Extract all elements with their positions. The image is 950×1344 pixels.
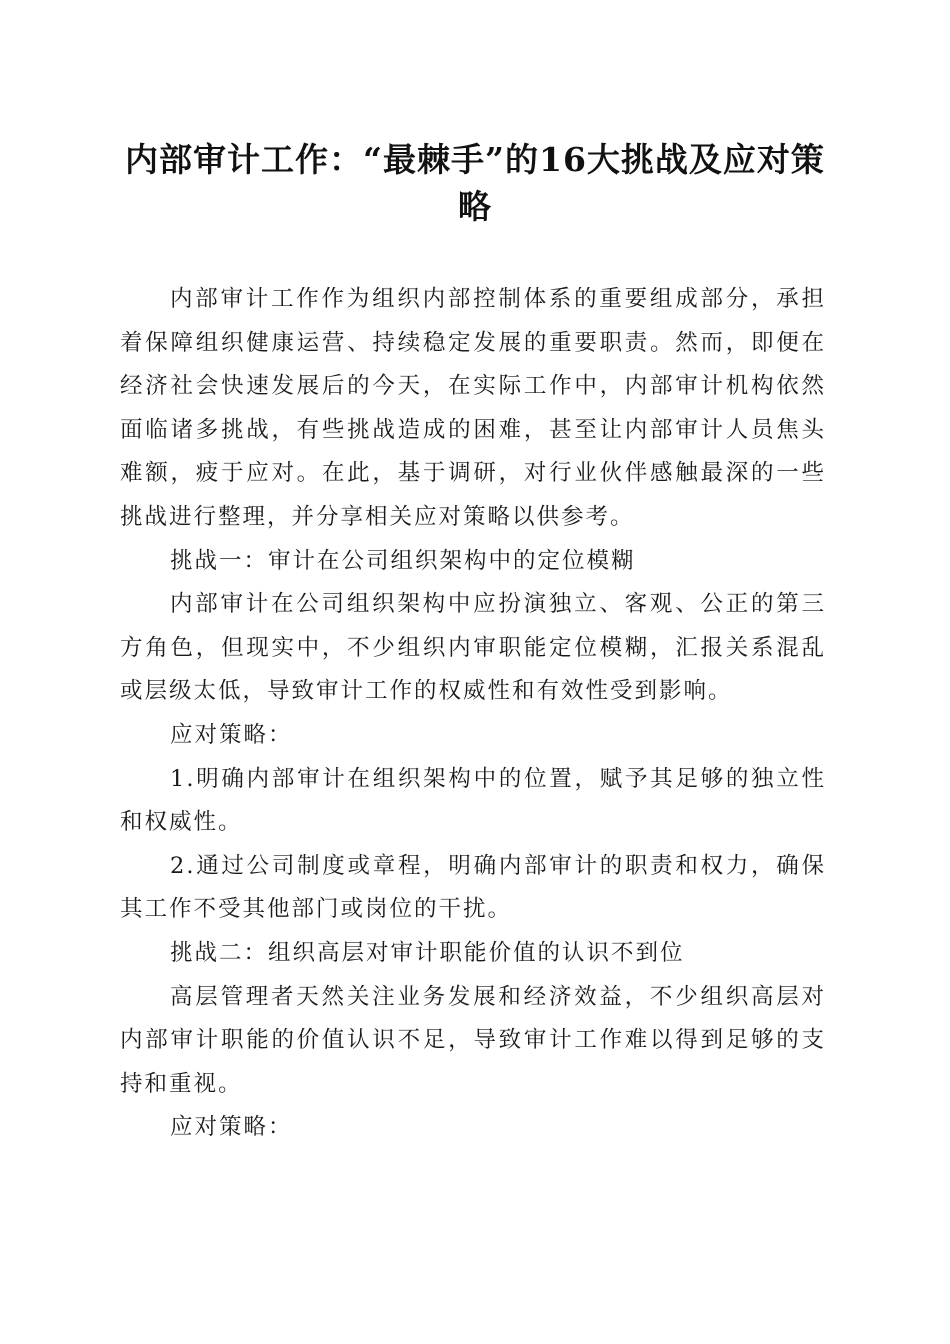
challenge-1-heading: 挑战一：审计在公司组织架构中的定位模糊 [170, 547, 636, 574]
strategy-heading: 应对策略： [170, 1114, 293, 1141]
strategy-item: 1.明确内部审计在组织架构中的位置，赋予其足够的独立性和权威性。 [120, 765, 826, 836]
challenge-2-description: 高层管理者天然关注业务发展和经济效益，不少组织高层对内部审计职能的价值认识不足，导致审计工作难以得到足够的支持和重视。 [120, 983, 826, 1097]
strategy-heading: 应对策略： [170, 721, 293, 748]
document-title: 内部审计工作：“最棘手”的16大挑战及应对策略 [125, 140, 825, 226]
document-body [120, 278, 826, 1150]
intro-paragraph: 内部审计工作作为组织内部控制体系的重要组成部分，承担着保障组织健康运营、持续稳定发展的重要职责。然而，即便在经济社会快速发展后的今天，在实际工作中，内部审计机构依然面临诸多挑战，有些挑战造成的困难，甚至让内部审计人员焦头难额，疲于应对。在此，基于调研，对行业伙伴感触最深的一些挑战进行整理，并分享相关应对策略以供参考。 [120, 286, 826, 530]
challenge-1-description: 内部审计在公司组织架构中应扮演独立、客观、公正的第三方角色，但现实中，不少组织内审职能定位模糊，汇报关系混乱或层级太低，导致审计工作的权威性和有效性受到影响。 [120, 591, 826, 705]
strategy-item: 2.通过公司制度或章程，明确内部审计的职责和权力，确保其工作不受其他部门或岗位的干扰。 [120, 852, 826, 923]
challenge-2-heading: 挑战二：组织高层对审计职能价值的认识不到位 [170, 939, 685, 966]
